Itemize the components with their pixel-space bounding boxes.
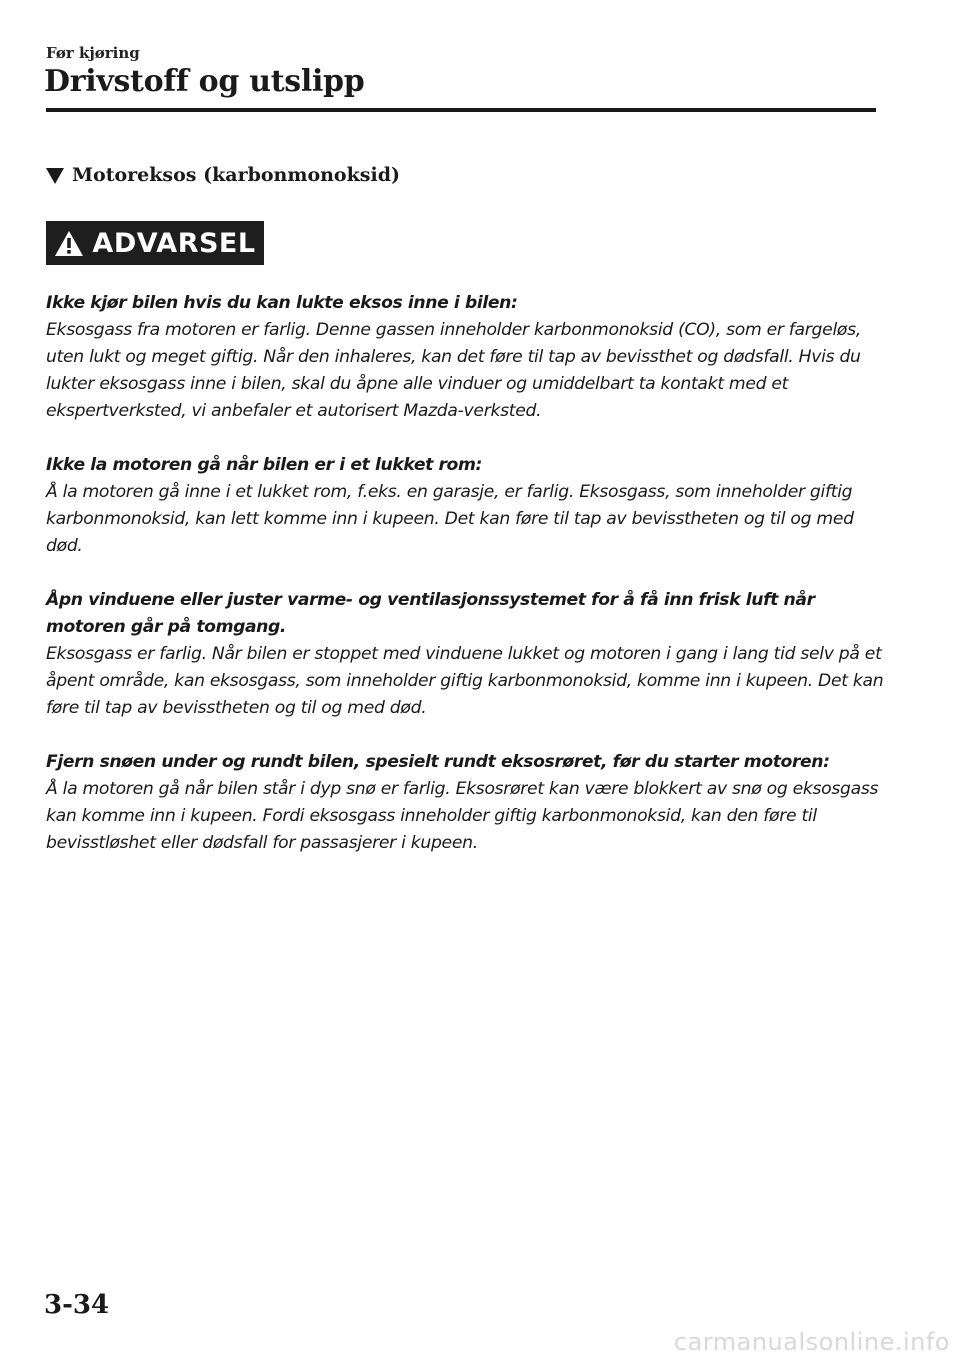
subheading bbox=[46, 164, 400, 186]
warning-badge bbox=[46, 221, 264, 265]
section-kicker: Før kjøring bbox=[46, 44, 140, 62]
warning-block bbox=[46, 452, 886, 560]
warning-content bbox=[46, 290, 886, 884]
subheading-text: Motoreksos (karbonmonoksid) bbox=[72, 164, 400, 186]
triangle-down-icon bbox=[46, 168, 64, 184]
warning-label: ADVARSEL bbox=[92, 227, 256, 259]
warning-body: Eksosgass er farlig. Når bilen er stoppet med vinduene lukket og motoren i gang i lang tid selv på et åpent område, kan eksosgass, som inneholder giftig karbonmonoksid, komme inn i kupeen. Det kan føre til tap av bevisstheten og til og med død. bbox=[46, 644, 884, 718]
warning-triangle-icon bbox=[54, 230, 84, 257]
warning-heading: Fjern snøen under og rundt bilen, spesielt rundt eksosrøret, før du starter motoren: bbox=[46, 752, 830, 772]
warning-block bbox=[46, 587, 886, 722]
warning-body: Eksosgass fra motoren er farlig. Denne gassen inneholder karbonmonoksid (CO), som er fargeløs, uten lukt og meget giftig. Når den inhaleres, kan det føre til tap av bevissthet og dødsfall. Hvis du lukter eksosgass inne i bilen, skal du åpne alle vinduer og umiddelbart ta kontakt med et ekspertverksted, vi anbefaler et autorisert Mazda-verksted. bbox=[46, 320, 861, 421]
warning-block bbox=[46, 749, 886, 857]
watermark: carmanualsonline.info bbox=[673, 1328, 950, 1356]
warning-heading: Ikke kjør bilen hvis du kan lukte eksos inne i bilen: bbox=[46, 293, 518, 313]
warning-block bbox=[46, 290, 886, 425]
title-rule bbox=[46, 108, 876, 112]
page-title: Drivstoff og utslipp bbox=[44, 64, 365, 99]
page-number: 3-34 bbox=[44, 1290, 110, 1320]
warning-heading: Åpn vinduene eller juster varme- og ventilasjonssystemet for å få inn frisk luft når motoren går på tomgang. bbox=[46, 590, 815, 637]
warning-body: Å la motoren gå når bilen står i dyp snø er farlig. Eksosrøret kan være blokkert av snø og eksosgass kan komme inn i kupeen. Fordi eksosgass inneholder giftig karbonmonoksid, kan den føre til bevisstløshet eller dødsfall for passasjerer i kupeen. bbox=[46, 779, 879, 853]
warning-heading: Ikke la motoren gå når bilen er i et lukket rom: bbox=[46, 455, 482, 475]
warning-body: Å la motoren gå inne i et lukket rom, f.eks. en garasje, er farlig. Eksosgass, som inneholder giftig karbonmonoksid, kan lett komme inn i kupeen. Det kan føre til tap av bevisstheten og til og med død. bbox=[46, 482, 854, 556]
